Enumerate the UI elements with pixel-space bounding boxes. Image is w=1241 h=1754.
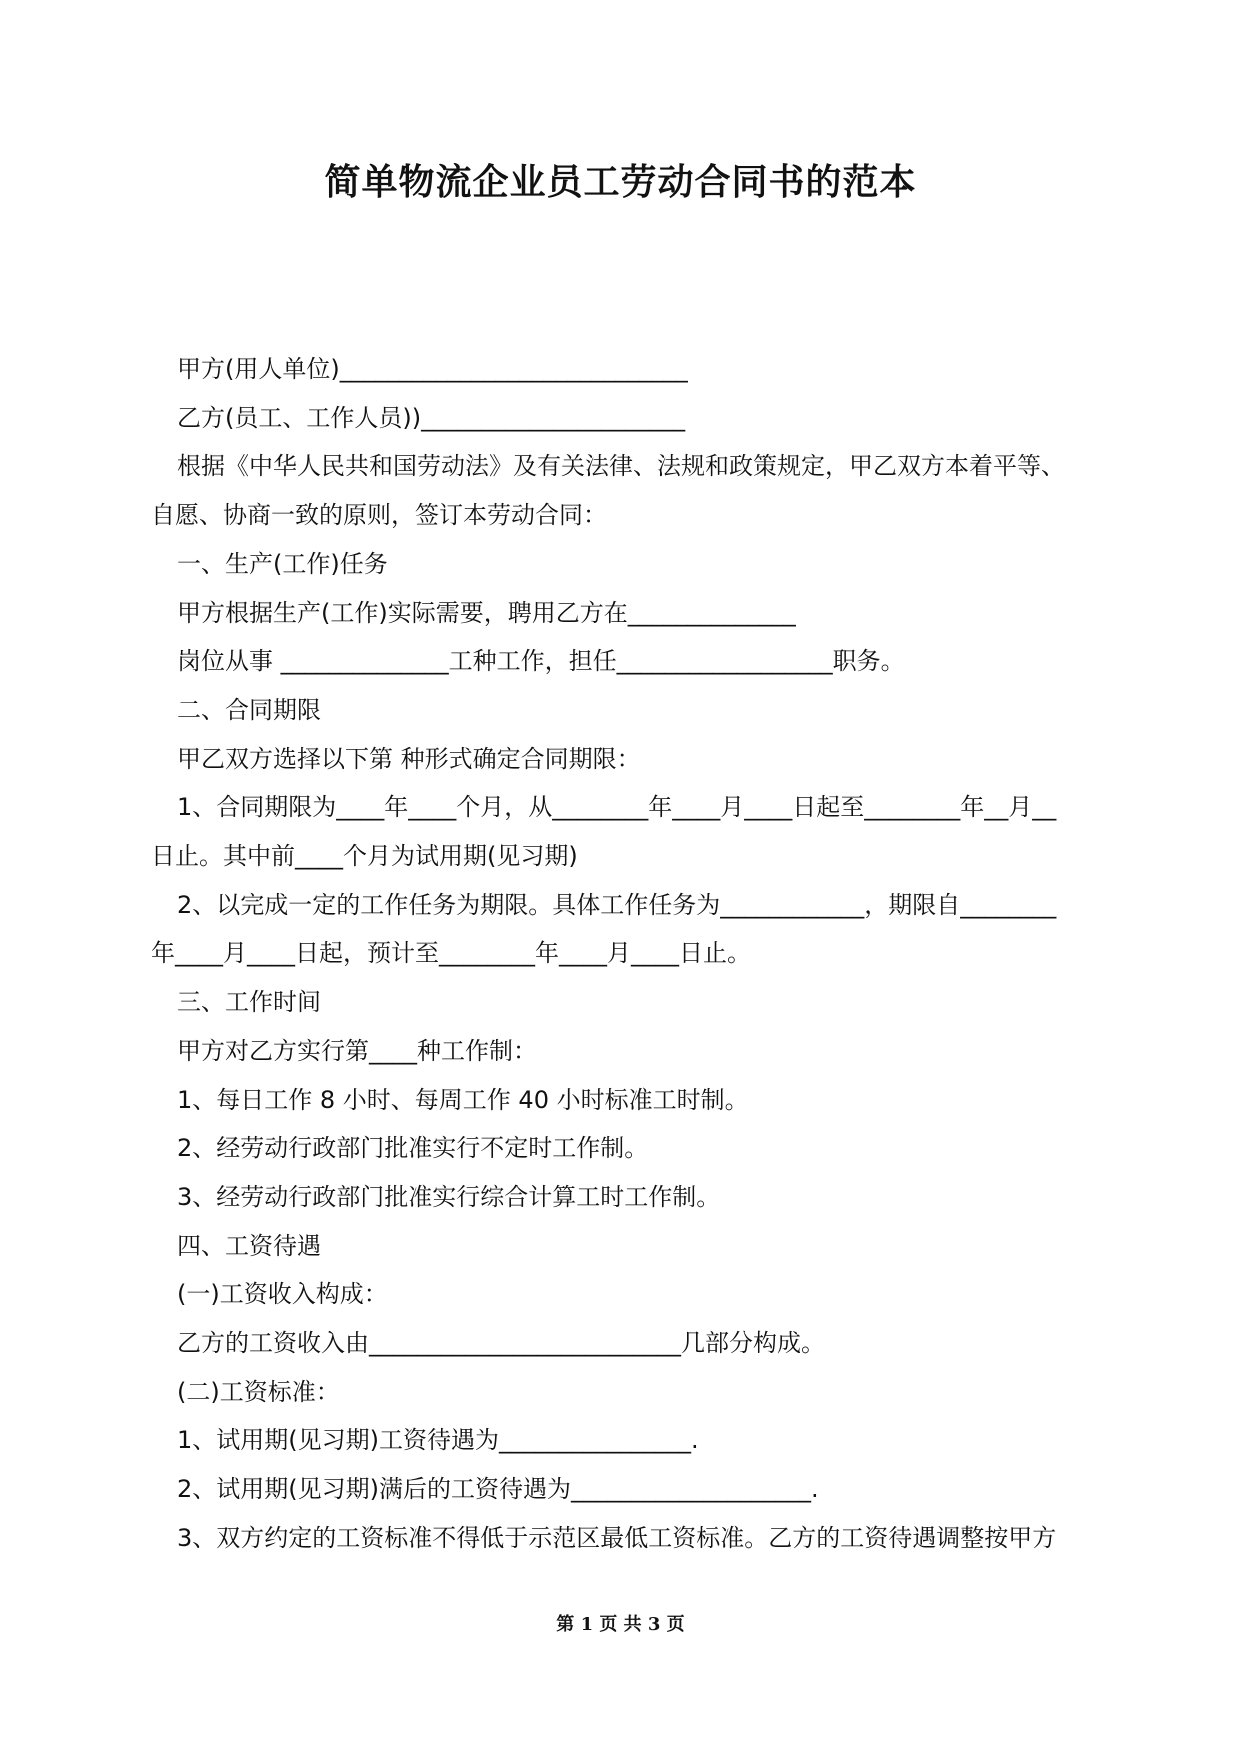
document-line: 日止。其中前____个月为试用期(见习期) xyxy=(151,842,578,871)
document-line: 2、试用期(见习期)满后的工资待遇为____________________. xyxy=(177,1475,819,1504)
document-line: 四、工资待遇 xyxy=(177,1231,321,1260)
document-line: 甲乙双方选择以下第 种形式确定合同期限： xyxy=(177,744,641,773)
document-line: 三、工作时间 xyxy=(177,988,321,1017)
document-line: 二、合同期限 xyxy=(177,695,321,724)
document-line: 根据《中华人民共和国劳动法》及有关法律、法规和政策规定，甲乙双方本着平等、 xyxy=(177,452,1065,481)
document-line: 1、每日工作 8 小时、每周工作 40 小时标准工时制。 xyxy=(177,1085,749,1114)
document-line: 自愿、协商一致的原则，签订本劳动合同： xyxy=(151,501,607,530)
document-title: 简单物流企业员工劳动合同书的范本 xyxy=(324,162,917,203)
document-line: 2、经劳动行政部门批准实行不定时工作制。 xyxy=(177,1134,649,1163)
document-line: (二)工资标准： xyxy=(177,1377,340,1406)
document-line: 年____月____日起，预计至________年____月____日止。 xyxy=(151,939,751,968)
document-line: 甲方对乙方实行第____种工作制： xyxy=(177,1036,537,1065)
document-line: 1、合同期限为____年____个月，从________年____月____日起至________年__月__ xyxy=(177,793,1057,822)
document-line: 甲方(用人单位)_____________________________ xyxy=(177,355,688,383)
document-line: 岗位从事 ______________工种工作，担任__________________职务。 xyxy=(177,647,905,676)
document-line: 一、生产(工作)任务 xyxy=(177,549,388,578)
document-line: (一)工资收入构成： xyxy=(177,1280,388,1309)
document-line: 1、试用期(见习期)工资待遇为________________. xyxy=(177,1426,699,1455)
document-line: 甲方根据生产(工作)实际需要，聘用乙方在______________ xyxy=(177,598,796,627)
document-line: 3、双方约定的工资标准不得低于示范区最低工资标准。乙方的工资待遇调整按甲方 xyxy=(177,1523,1057,1552)
document-line: 2、以完成一定的工作任务为期限。具体工作任务为____________，期限自________ xyxy=(177,890,1057,919)
document-body xyxy=(151,345,1091,1563)
page-footer: 第 1 页 共 3 页 xyxy=(556,1614,685,1635)
document-line: 乙方(员工、工作人员))______________________ xyxy=(177,403,686,432)
document-line: 3、经劳动行政部门批准实行综合计算工时工作制。 xyxy=(177,1182,721,1211)
document-line: 乙方的工资收入由__________________________几部分构成。 xyxy=(177,1329,825,1358)
